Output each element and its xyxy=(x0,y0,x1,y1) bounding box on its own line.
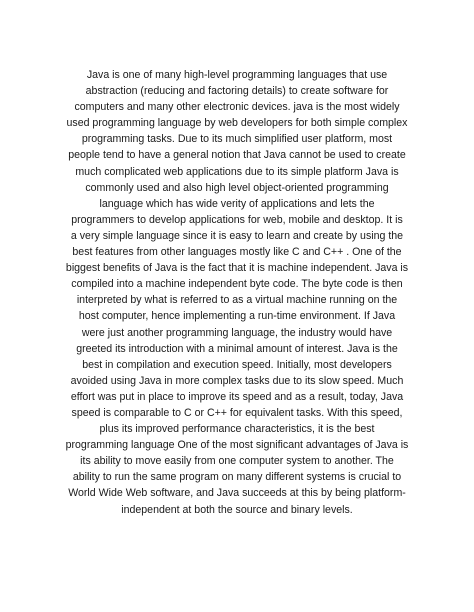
text-line: programming language One of the most significant advantages of Java is xyxy=(65,439,409,452)
text-line: people tend to have a general notion that Java cannot be used to create xyxy=(68,149,406,162)
text-line: best features from other languages mostly like C and C++ . One of the xyxy=(72,246,402,259)
text-line: abstraction (reducing and factoring details) to create software for xyxy=(85,85,389,98)
text-line: biggest benefits of Java is the fact that it is machine independent. Java is xyxy=(65,262,409,275)
text-line: plus its improved performance characteristics, it is the best xyxy=(99,423,375,436)
text-line: World Wide Web software, and Java succeeds at this by being platform- xyxy=(68,487,406,500)
text-line: ability to run the same program on many different systems is crucial to xyxy=(72,471,402,484)
text-line: Java is one of many high-level programming languages that use xyxy=(86,69,388,81)
text-line: effort was put in place to improve its speed and as a result, today, Java xyxy=(70,390,404,403)
text-line: a very simple language since it is easy to learn and create by using the xyxy=(70,229,404,242)
text-line: language which has wide verity of applications and lets the xyxy=(99,197,375,210)
text-line: interpreted by what is referred to as a virtual machine running on the xyxy=(76,294,398,307)
text-line: speed is comparable to C or C++ for equivalent tasks. With this speed, xyxy=(71,406,403,419)
text-line: programming tasks. Due to its much simplified user platform, most xyxy=(81,133,393,146)
text-line: compiled into a machine independent byte code. The byte code is then xyxy=(71,278,403,291)
text-line: programmers to develop applications for web, mobile and desktop. It is xyxy=(71,213,403,226)
text-line: greeted its introduction with a minimal amount of interest. Java is the xyxy=(76,342,398,355)
text-line: host computer, hence implementing a run-time environment. If Java xyxy=(78,310,396,323)
body-text xyxy=(40,67,434,518)
text-line: were just another programming language, the industry would have xyxy=(81,326,393,339)
text-line: used programming language by web developers for both simple complex xyxy=(66,117,408,130)
text-line: avoided using Java in more complex tasks due to its slow speed. Much xyxy=(70,374,404,387)
text-line: much complicated web applications due to its simple platform Java is xyxy=(75,165,399,178)
text-line: its ability to move easily from one computer system to another. The xyxy=(80,455,394,468)
text-line: computers and many other electronic devices. java is the most widely xyxy=(74,101,400,114)
text-line: independent at both the source and binary levels. xyxy=(121,503,353,516)
text-line: best in compilation and execution speed. Initially, most developers xyxy=(82,358,392,371)
text-line: commonly used and also high level object-oriented programming xyxy=(85,181,389,194)
